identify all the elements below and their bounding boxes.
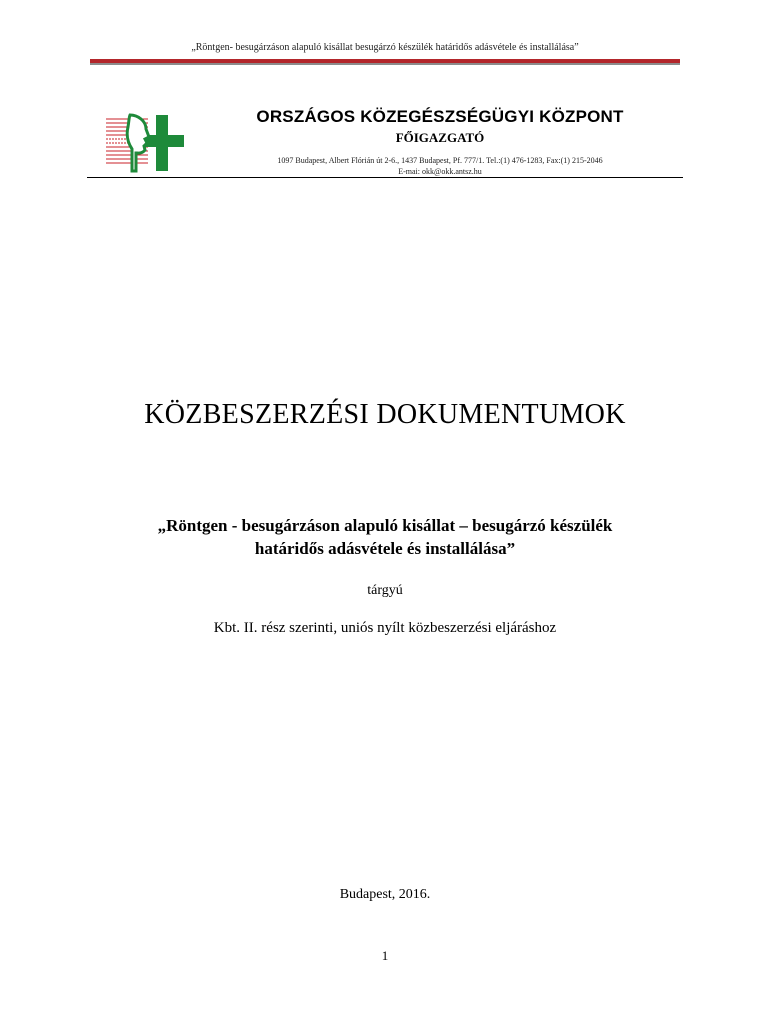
procedure-description: Kbt. II. rész szerinti, uniós nyílt közbeszerzési eljáráshoz [213, 620, 557, 636]
org-email: E-mai: okk@okk.antsz.hu [398, 167, 482, 176]
org-name: ORSZÁGOS KÖZEGÉSZSÉGÜGYI KÖZPONT [256, 107, 624, 126]
org-subtitle: FŐIGAZGATÓ [395, 130, 485, 145]
subject-qualifier: tárgyú [367, 583, 403, 598]
page-number: 1 [381, 948, 389, 963]
subject-line-1: „Röntgen - besugárzáson alapuló kisállat – besugárzó készülék [157, 516, 613, 535]
place-date: Budapest, 2016. [339, 887, 431, 902]
running-header: „Röntgen- besugárzáson alapuló kisállat besugárzó készülék határidős adásvétele és installálása” [191, 42, 579, 53]
subject-line-2: határidős adásvétele és installálása” [254, 539, 516, 558]
letterhead-rule [87, 177, 683, 178]
procurement-subject [85, 514, 685, 560]
document-title: KÖZBESZERZÉSI DOKUMENTUMOK [144, 399, 626, 430]
org-address: 1097 Budapest, Albert Flórián út 2-6., 1437 Budapest, Pf. 777/1. Tel.:(1) 476-1283, Fax:(1) 215-2046 [277, 156, 603, 165]
okk-logo-icon [104, 113, 186, 173]
header-rule-grey [90, 63, 680, 65]
